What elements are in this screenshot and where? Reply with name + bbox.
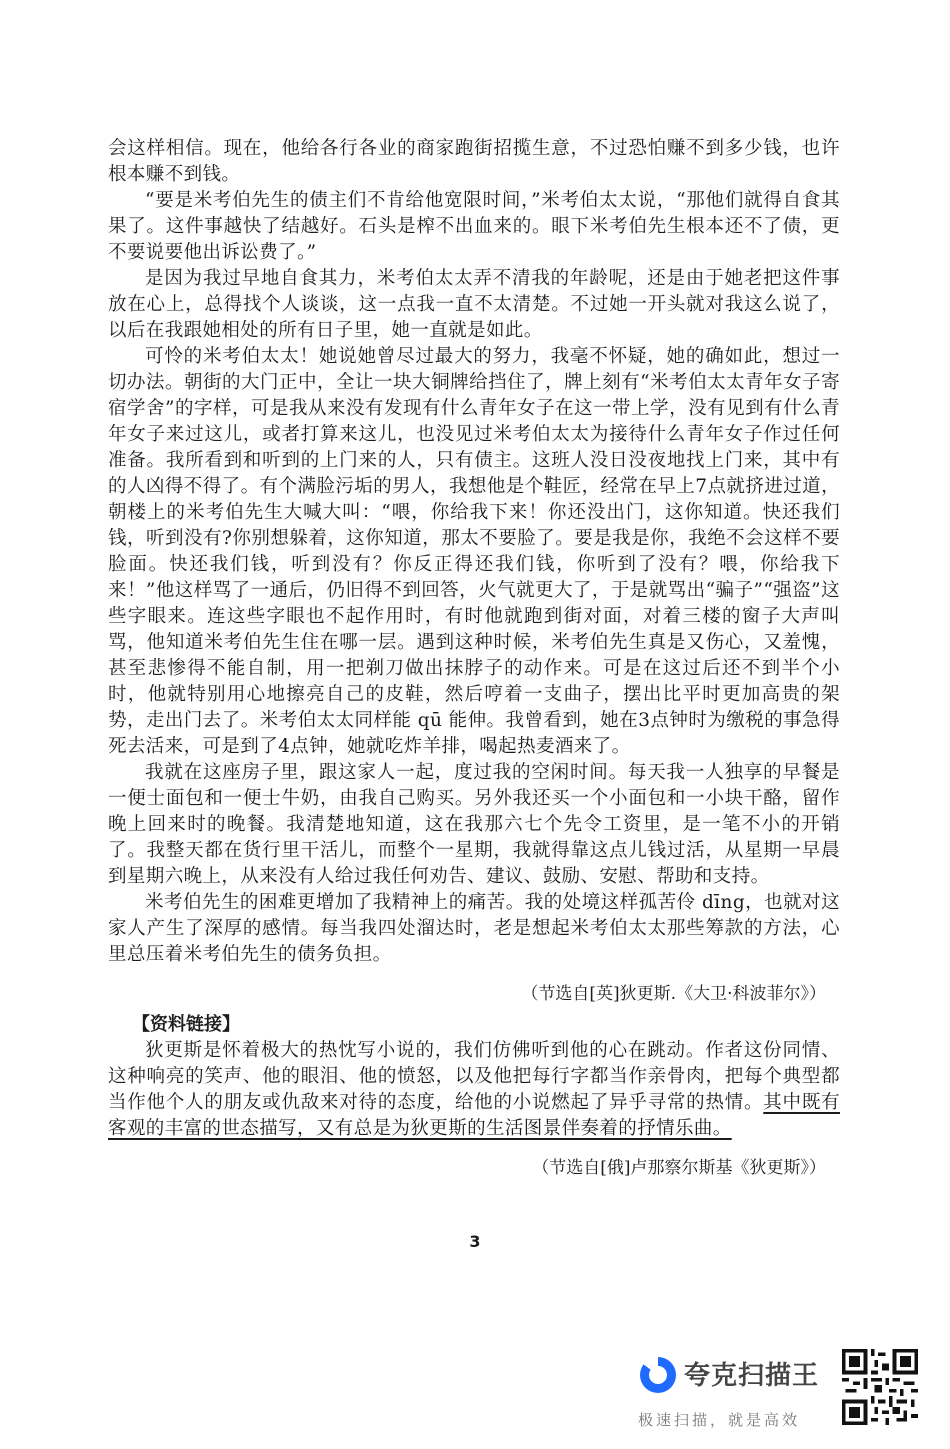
body-text: [108, 136, 840, 968]
reference-link-paragraph: [108, 1038, 840, 1142]
document-page: [108, 136, 840, 1186]
paragraph: 是因为我过早地自食其力，米考伯太太弄不清我的年龄呢，还是由于她老把这件事放在心上，总得找个人谈谈，这一点我一直不太清楚。不过她一开头就对我这么说了，以后在我跟她相处的所有日子里，她一直就是如此。: [108, 268, 840, 341]
source-citation-dickens: （节选自[英]狄更斯.《大卫·科波菲尔》）: [521, 984, 826, 1004]
page-number: 3: [469, 1232, 481, 1251]
scanner-app-name: 夸克扫描王: [684, 1361, 820, 1391]
source-citation-lunacharsky: （节选自[俄]卢那察尔斯基《狄更斯》）: [532, 1158, 826, 1178]
underlined-sentence: 其中既有客观的丰富的世态描写，又有总是为狄更斯的生活图景伴奏着的抒情乐曲。: [108, 1092, 840, 1139]
paragraph: 会这样相信。现在，他给各行各业的商家跑街招揽生意，不过恐怕赚不到多少钱，也许根本赚不到钱。: [108, 138, 840, 185]
qr-code-icon: [842, 1349, 918, 1425]
scanner-slogan: 极速扫描，就是高效: [638, 1411, 801, 1429]
scanner-watermark: [628, 1349, 918, 1435]
paragraph: 我就在这座房子里，跟这家人一起，度过我的空闲时间。每天我一人独享的早餐是一便士面包和一便士牛奶，由我自己购买。另外我还买一个小面包和一小块干酪，留作晚上回来时的晚餐。我清楚地知道，这在我那六七个先令工资里，是一笔不小的开销了。我整天都在货行里干活儿，而整个一星期，我就得靠这点儿钱过活，从星期一早晨到星期六晚上，从来没有人给过我任何劝告、建议、鼓励、安慰、帮助和支持。: [108, 762, 840, 887]
reference-link-text: 狄更斯是怀着极大的热忱写小说的，我们仿佛听到他的心在跳动。作者这份同情、这种响亮的笑声、他的眼泪、他的愤怒，以及他把每行字都当作亲骨肉，把每个典型都当作他个人的朋友或仇敌来对待的态度，给他的小说燃起了异乎寻常的热情。: [108, 1040, 840, 1113]
paragraph: 可怜的米考伯太太！她说她曾尽过最大的努力，我毫不怀疑，她的确如此，想过一切办法。朝街的大门正中，全让一块大铜牌给挡住了，牌上刻有“米考伯太太青年女子寄宿学舍”的字样，可是我从来没有发现有什么青年女子在这一带上学，没有见到有什么青年女子来过这儿，或者打算来这儿，也没见过米考伯太太为接待什么青年女子作过任何准备。我所看到和听到的上门来的人，只有债主。这班人没日没夜地找上门来，其中有的人凶得不得了。有个满脸污垢的男人，我想他是个鞋匠，经常在早上7点就挤进过道，朝楼上的米考伯先生大喊大叫：“喂，你给我下来！你还没出门，这你知道。快还我们钱，听到没有?你别想躲着，这你知道，那太不要脸了。要是我是你，我绝不会这样不要脸面。快还我们钱，听到没有？你反正得还我们钱，你听到了没有？喂，你给我下来！”他这样骂了一通后，仍旧得不到回答，火气就更大了，于是就骂出“骗子”“强盗”这些字眼来。连这些字眼也不起作用时，有时他就跑到街对面，对着三楼的窗子大声叫骂，他知道米考伯先生住在哪一层。遇到这种时候，米考伯先生真是又伤心，又羞愧，甚至悲惨得不能自制，用一把剃刀做出抹脖子的动作来。可是在这过后还不到半个小时，他就特别用心地擦亮自己的皮鞋，然后哼着一支曲子，摆出比平时更加高贵的架势，走出门去了。米考伯太太同样能 qū 能伸。我曾看到，她在3点钟时为缴税的事急得死去活来，可是到了4点钟，她就吃炸羊排，喝起热麦酒来了。: [108, 346, 840, 757]
reference-link-heading: 【资料链接】: [132, 1014, 240, 1035]
paragraph: 米考伯先生的困难更增加了我精神上的痛苦。我的处境这样孤苦伶 dīng，也就对这家人产生了深厚的感情。每当我四处溜达时，老是想起米考伯太太那些筹款的方法，心里总压着米考伯先生的债务负担。: [108, 892, 840, 965]
paragraph: “要是米考伯先生的债主们不肯给他宽限时间，”米考伯太太说，“那他们就得自食其果了。这件事越快了结越好。石头是榨不出血来的。眼下米考伯先生根本还不了债，更不要说要他出诉讼费了。”: [108, 190, 840, 263]
scanner-logo-icon: [640, 1357, 676, 1393]
